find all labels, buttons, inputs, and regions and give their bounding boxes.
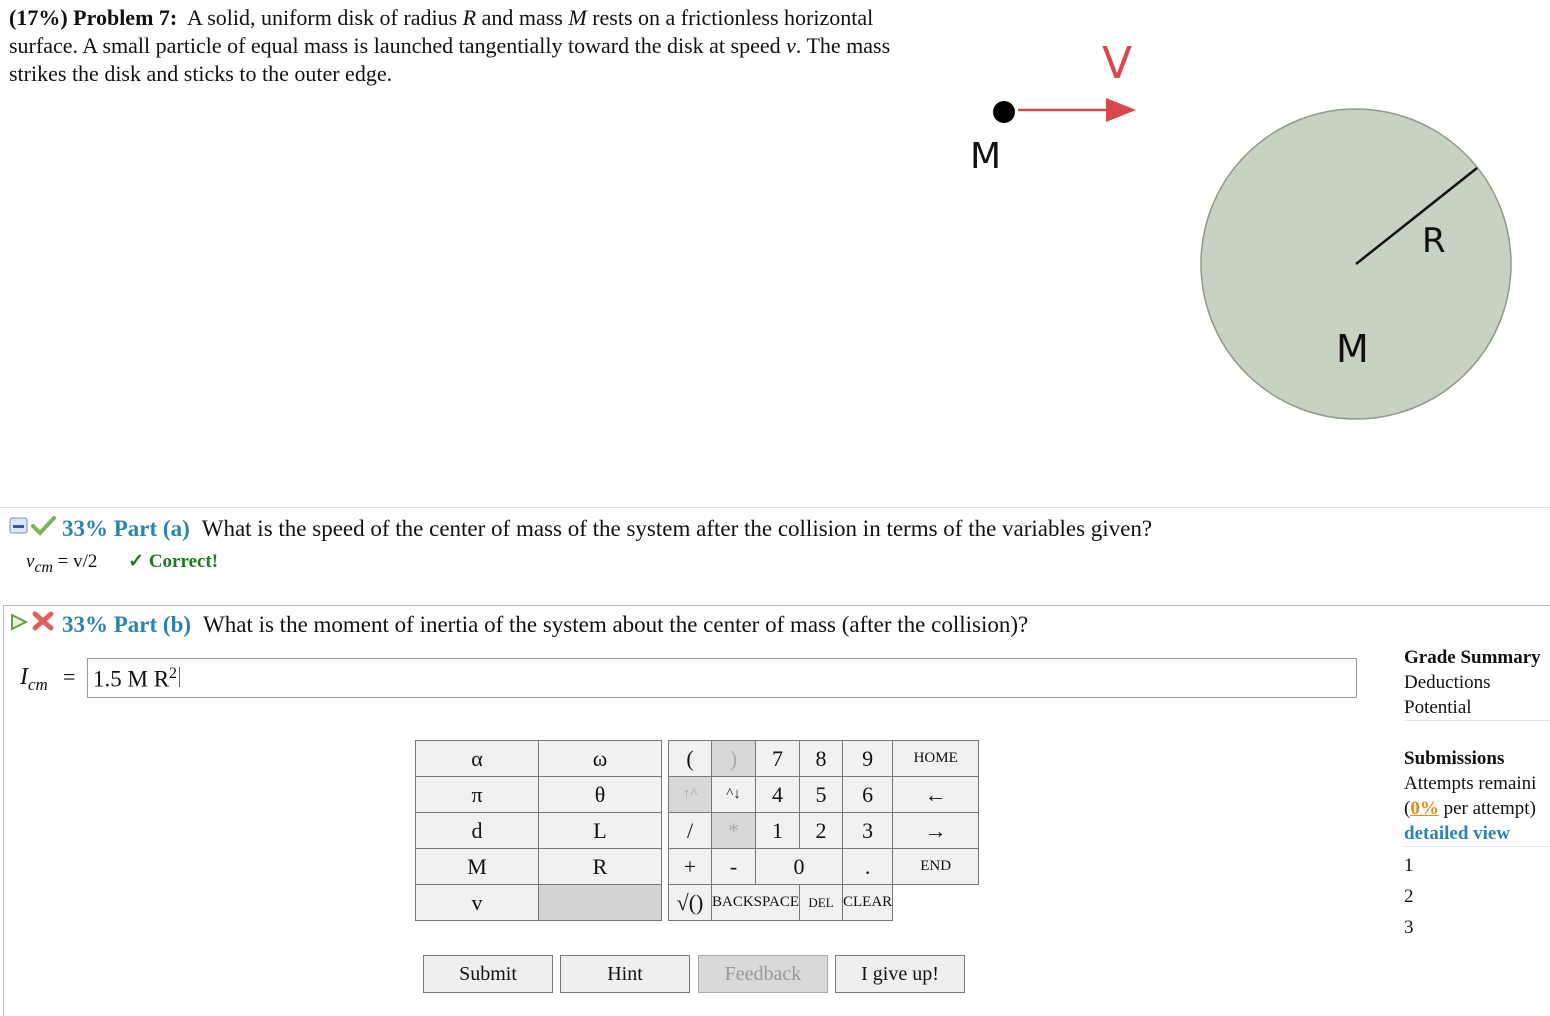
key-0[interactable]: 0 — [755, 849, 842, 885]
var-R: R — [462, 5, 477, 30]
problem-weight: (17%) — [9, 5, 68, 30]
key-sqrt[interactable]: √() — [669, 885, 712, 921]
key-4[interactable]: 4 — [755, 777, 799, 813]
key-right-arrow[interactable]: → — [893, 813, 979, 849]
per-attempt-percent: 0% — [1410, 798, 1439, 819]
part-a-question: What is the speed of the center of mass of the system after the collision in terms of the variables given? — [201, 516, 1153, 541]
feedback-button: Feedback — [698, 955, 828, 993]
part-a-answer-sub: cm — [34, 558, 53, 576]
problem-statement — [9, 4, 919, 88]
part-a-header — [8, 514, 1152, 544]
key-divide[interactable]: / — [669, 813, 712, 849]
key-5[interactable]: 5 — [799, 777, 842, 813]
problem-text-3: rests on a frictionless horizontal surface. A small particle of equal mass is launched tangentially toward the disk at speed — [9, 5, 874, 58]
potential-label: Potential — [1404, 695, 1550, 721]
key-superscript-up: ↑^ — [669, 777, 712, 813]
key-9[interactable]: 9 — [842, 741, 892, 777]
key-alpha[interactable]: α — [416, 741, 539, 777]
velocity-arrow-head — [1106, 98, 1136, 122]
part-a-answer-var: v — [26, 551, 35, 572]
part-b-header — [8, 609, 1028, 641]
key-d[interactable]: d — [416, 813, 539, 849]
key-pi[interactable]: π — [416, 777, 539, 813]
key-open-paren[interactable]: ( — [669, 741, 712, 777]
label-velocity: V — [1102, 38, 1133, 89]
per-attempt-line — [1404, 796, 1550, 821]
key-left-arrow[interactable]: ← — [893, 777, 979, 813]
key-backspace[interactable]: BACKSPACE — [712, 885, 800, 921]
key-2[interactable]: 2 — [799, 813, 842, 849]
part-b-question: What is the moment of inertia of the system about the center of mass (after the collision)? — [203, 612, 1029, 637]
key-omega[interactable]: ω — [539, 741, 662, 777]
key-7[interactable]: 7 — [755, 741, 799, 777]
part-b-percent: 33% Part (b) — [62, 612, 192, 637]
key-R[interactable]: R — [539, 849, 662, 885]
attempts-remaining: Attempts remaini — [1404, 773, 1537, 794]
problem-title: Problem 7: — [73, 5, 178, 30]
submission-row-2: 2 — [1404, 886, 1414, 907]
particle — [993, 101, 1015, 123]
deductions-label: Deductions — [1404, 672, 1491, 693]
icm-equals: = — [63, 664, 76, 689]
problem-text-1: A solid, uniform disk of radius — [187, 5, 458, 30]
problem-text-4: . The mass strikes the disk and sticks to the outer edge. — [9, 33, 891, 86]
icm-var: I — [20, 664, 28, 690]
key-theta[interactable]: θ — [539, 777, 662, 813]
key-1[interactable]: 1 — [755, 813, 799, 849]
label-particle-mass: M — [970, 136, 1002, 177]
part-a-answer — [26, 550, 218, 580]
key-decimal[interactable]: . — [842, 849, 892, 885]
var-v: v — [786, 33, 796, 58]
key-multiply: * — [712, 813, 756, 849]
answer-input-value: 1.5 M R — [93, 666, 170, 692]
variable-keypad — [415, 740, 662, 921]
grade-summary-title: Grade Summary — [1404, 647, 1541, 668]
checkmark-icon — [30, 514, 56, 544]
label-radius: R — [1422, 221, 1446, 261]
section-divider — [0, 507, 1550, 508]
part-a-percent: 33% Part (a) — [62, 516, 190, 541]
per-attempt-open: ( — [1404, 798, 1411, 819]
submission-row-1: 1 — [1404, 855, 1414, 876]
key-6[interactable]: 6 — [842, 777, 892, 813]
key-M[interactable]: M — [416, 849, 539, 885]
incorrect-x-icon — [30, 609, 56, 641]
submission-row-3: 3 — [1404, 917, 1414, 938]
key-L[interactable]: L — [539, 813, 662, 849]
problem-diagram — [960, 30, 1540, 430]
key-v[interactable]: v — [416, 885, 539, 921]
key-8[interactable]: 8 — [799, 741, 842, 777]
collapse-icon[interactable] — [8, 514, 30, 544]
detailed-view-link[interactable]: detailed view — [1404, 821, 1550, 847]
key-3[interactable]: 3 — [842, 813, 892, 849]
part-a-answer-value: = v/2 — [57, 551, 98, 572]
key-superscript-down[interactable]: ^↓ — [712, 777, 756, 813]
hint-button[interactable]: Hint — [560, 955, 690, 993]
key-del[interactable]: DEL — [799, 885, 842, 921]
number-keypad — [668, 740, 979, 921]
key-close-paren: ) — [712, 741, 756, 777]
submissions-title: Submissions — [1404, 748, 1505, 769]
label-disk-mass: M — [1336, 327, 1369, 371]
key-clear[interactable]: CLEAR — [842, 885, 892, 921]
answer-input[interactable] — [87, 658, 1357, 698]
expand-arrow-icon[interactable] — [8, 610, 30, 640]
correct-badge: ✓ Correct! — [128, 551, 219, 572]
grade-sidebar — [1404, 645, 1550, 940]
key-end[interactable]: END — [893, 849, 979, 885]
submit-button[interactable]: Submit — [423, 955, 553, 993]
text-caret — [179, 667, 180, 687]
key-minus[interactable]: - — [712, 849, 756, 885]
icm-label — [20, 664, 48, 695]
key-home[interactable]: HOME — [893, 741, 979, 777]
per-attempt-rest: per attempt) — [1438, 798, 1536, 819]
answer-input-exponent: 2 — [169, 665, 178, 682]
key-blank — [539, 885, 662, 921]
icm-sub: cm — [28, 674, 48, 694]
key-plus[interactable]: + — [669, 849, 712, 885]
var-M: M — [568, 5, 587, 30]
give-up-button[interactable]: I give up! — [835, 955, 965, 993]
problem-text-2: and mass — [481, 5, 563, 30]
